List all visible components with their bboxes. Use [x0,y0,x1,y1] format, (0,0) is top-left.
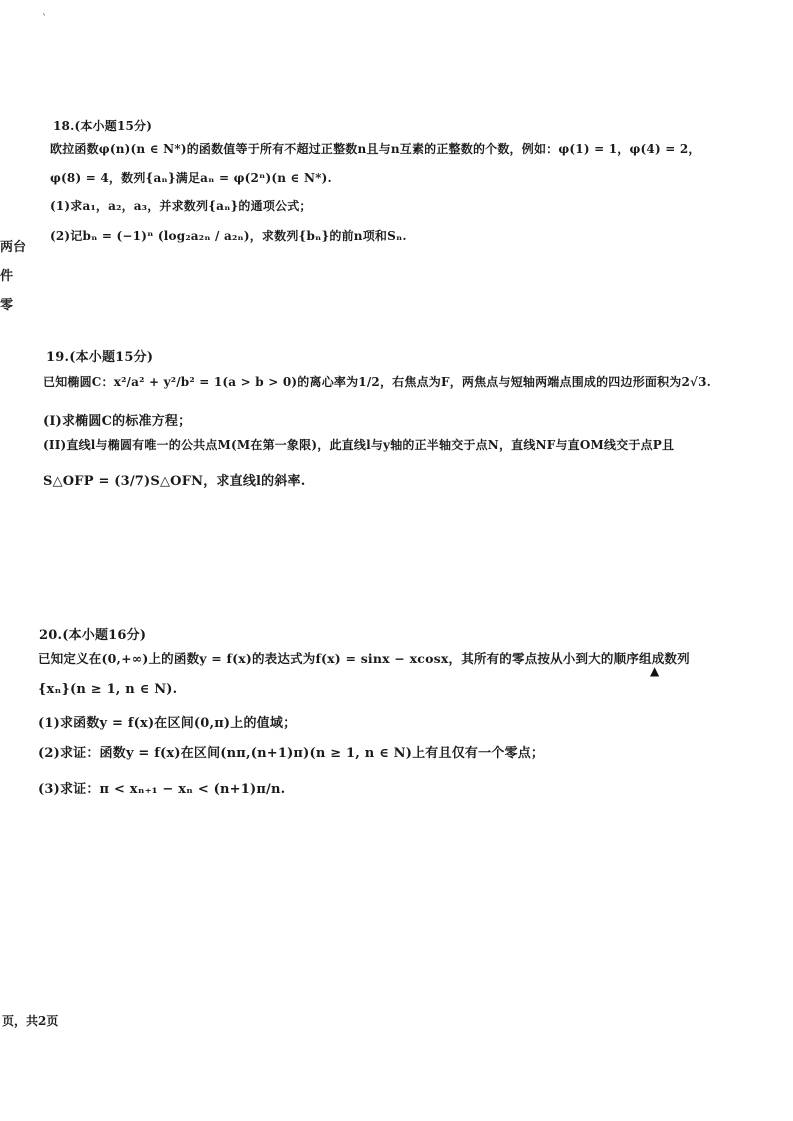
margin-fragment: 件 [0,269,14,284]
margin-fragment: 两台 [0,240,27,255]
question-text-line: (1)求函数y = f(x)在区间(0,π)上的值域； [38,716,297,731]
question-text-line: (I)求椭圆C的标准方程； [43,414,192,429]
question-title: 18.(本小题15分) [53,119,153,133]
question-title: 20.(本小题16分) [39,628,147,643]
question-text-line: 已知椭圆C：x²/a² + y²/b² = 1(a > b > 0)的离心率为1/2，右焦点为F，两焦点与短轴两端点围成的四边形面积为2√3. [43,375,712,389]
margin-fragment: 零 [0,298,14,313]
question-text-line: (2)求证：函数y = f(x)在区间(nπ,(n+1)π)(n ≥ 1, n ∈ N)上有且仅有一个零点； [38,746,545,761]
page-footer: 页，共2页 [2,1014,59,1028]
question-text-line: (2)记bₙ = (−1)ⁿ (log₂a₂ₙ / a₂ₙ)，求数列{bₙ}的前n项和Sₙ. [50,229,407,243]
corner-mark: ` [42,14,47,25]
question-text-line: 欧拉函数φ(n)(n ∈ N*)的函数值等于所有不超过正整数n且与n互素的正整数的个数，例如：φ(1) = 1，φ(4) = 2， [50,142,701,156]
triangle-marker-icon: ▲ [650,664,660,678]
question-text-line: {xₙ}(n ≥ 1, n ∈ N). [38,682,178,697]
question-text-line: (3)求证：π < xₙ₊₁ − xₙ < (n+1)π/n. [38,782,286,797]
question-text-line: φ(8) = 4，数列{aₙ}满足aₙ = φ(2ⁿ)(n ∈ N*). [50,171,332,185]
question-text-line: S△OFP = (3/7)S△OFN，求直线l的斜率. [43,474,306,489]
question-text-line: 已知定义在(0,+∞)上的函数y = f(x)的表达式为f(x) = sinx − xcosx，其所有的零点按从小到大的顺序组成数列 [38,651,690,666]
question-text-line: (1)求a₁，a₂，a₃，并求数列{aₙ}的通项公式； [50,199,312,213]
question-text-line: (II)直线l与椭圆有唯一的公共点M(M在第一象限)，此直线l与y轴的正半轴交于点N，直线NF与直OM线交于点P且 [43,438,675,452]
question-title: 19.(本小题15分) [46,350,154,365]
